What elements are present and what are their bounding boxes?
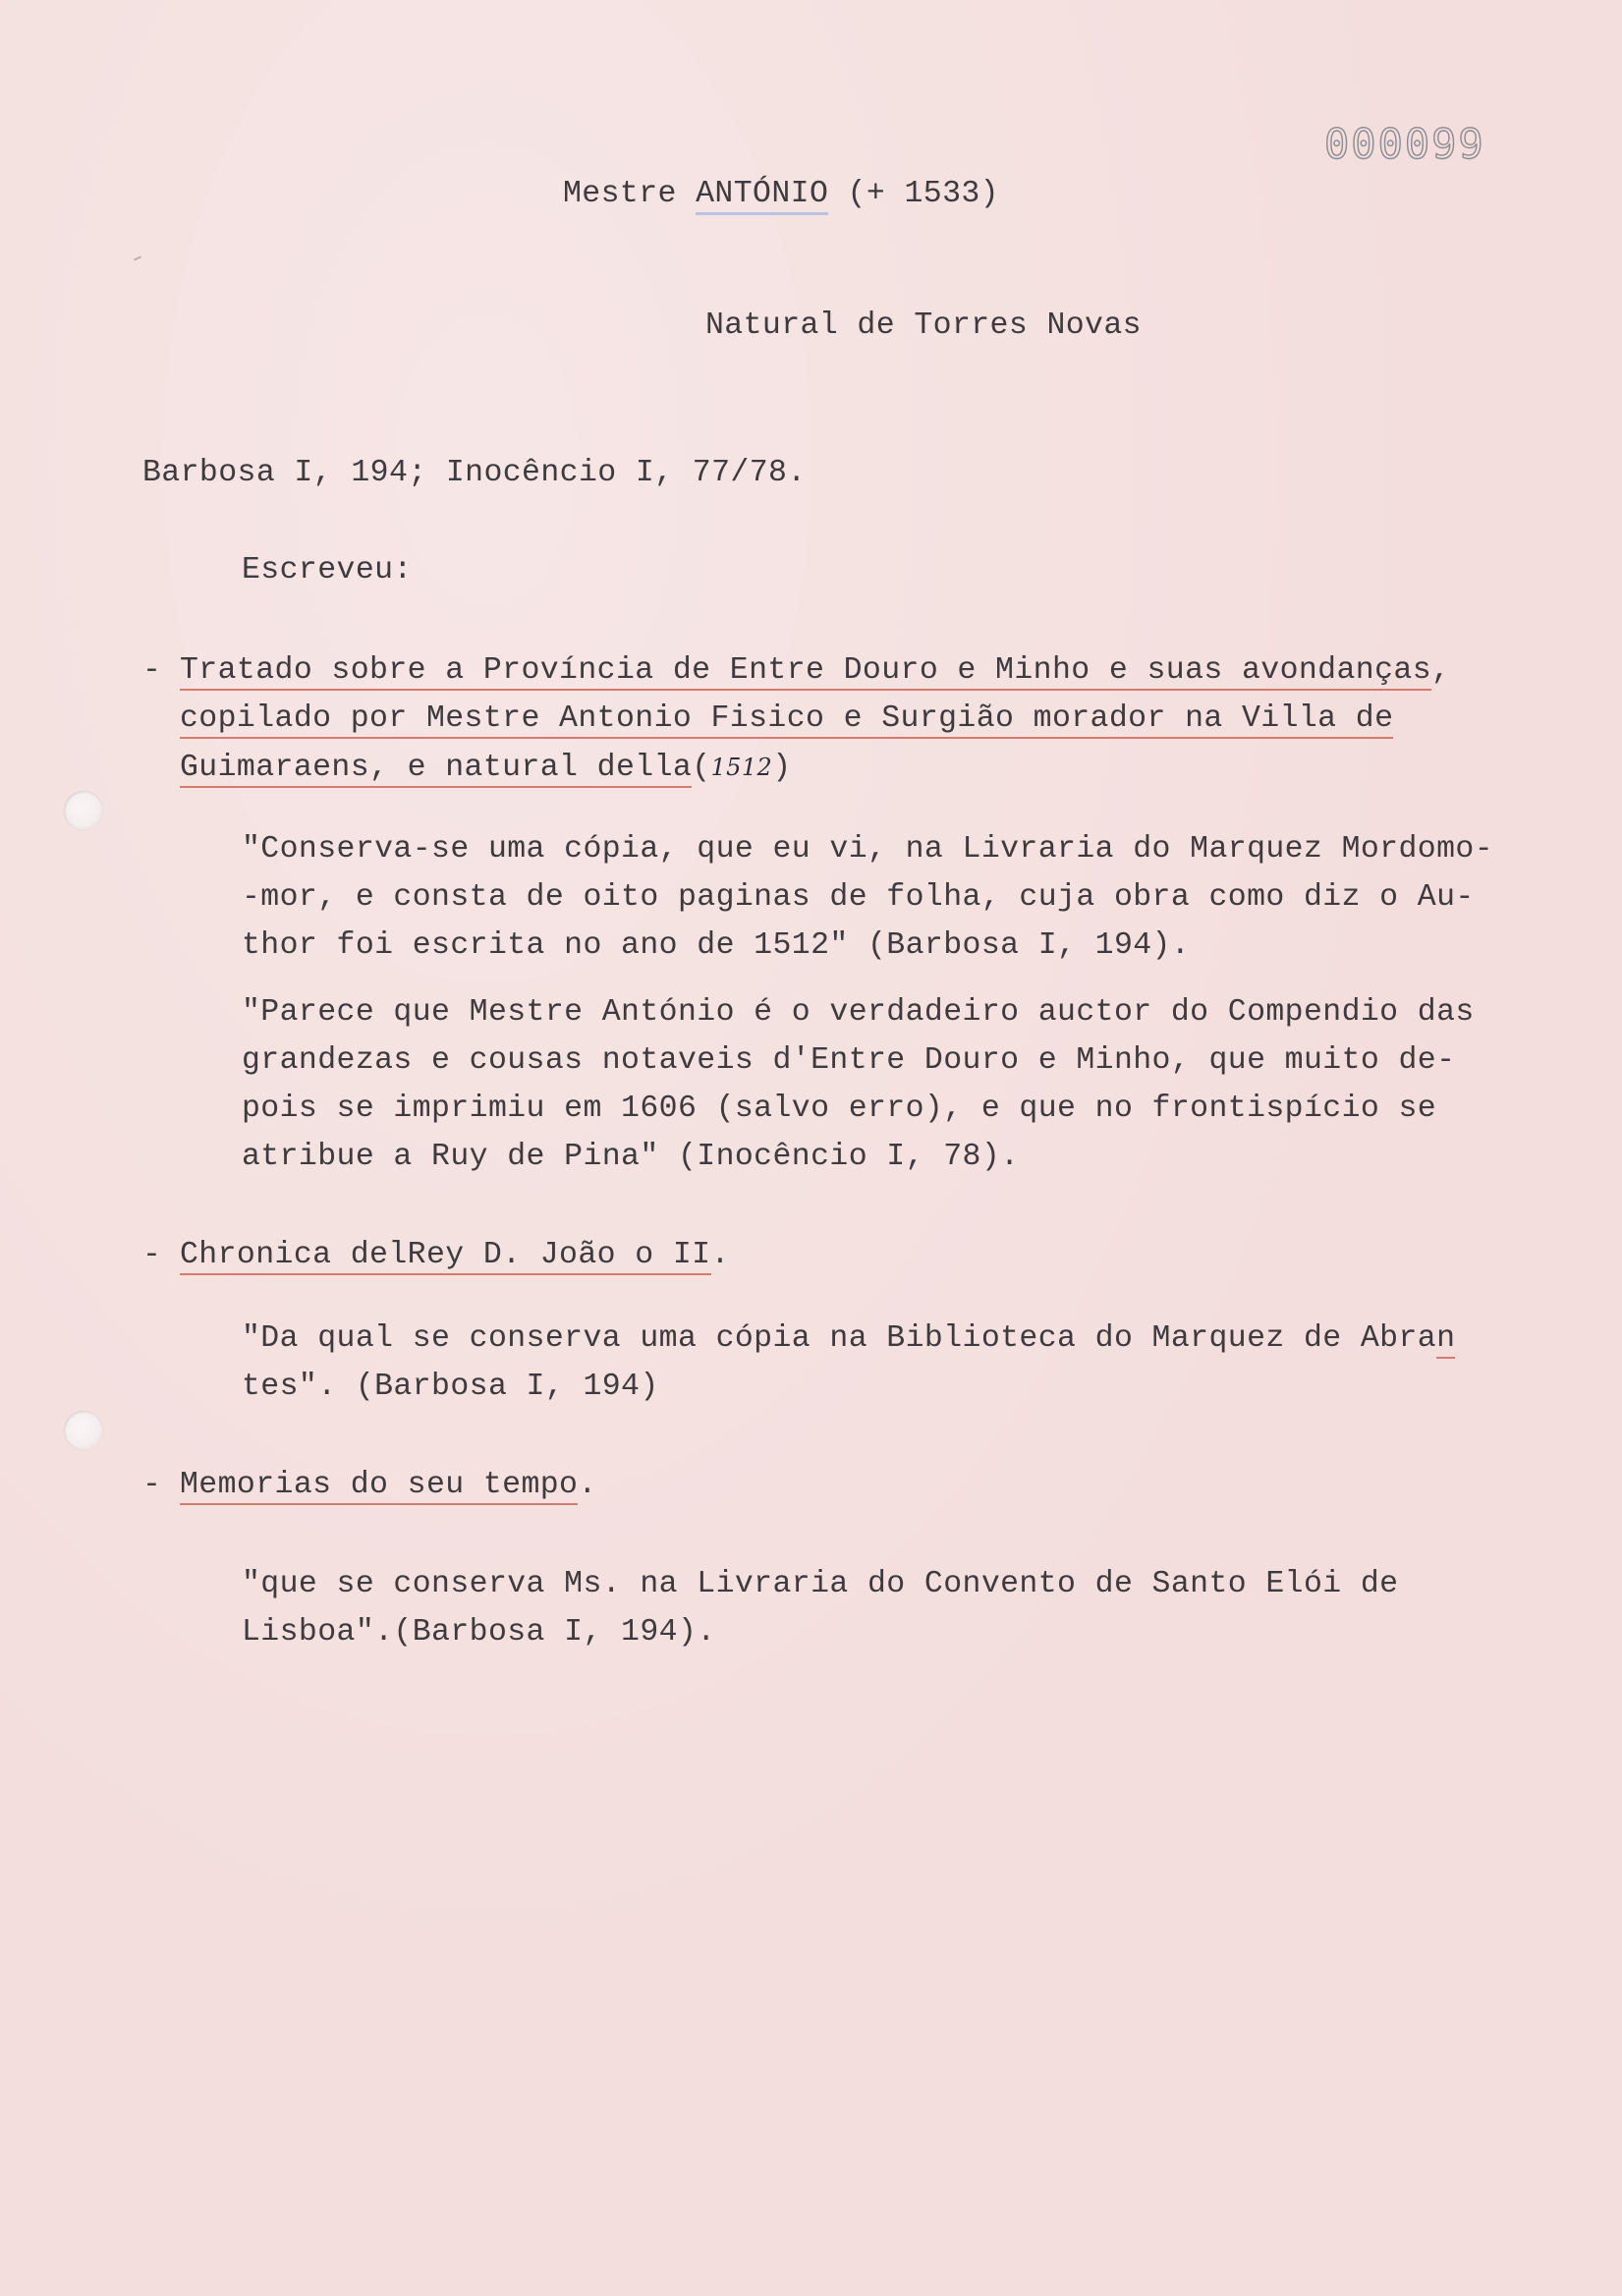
work1-quote2-line4: atribue a Ruy de Pina" (Inocêncio I, 78). — [242, 1140, 1020, 1174]
punch-hole-upper — [64, 791, 103, 830]
work3-quote-line2: Lisboa".(Barbosa I, 194). — [242, 1615, 716, 1650]
work1-title-text3: Guimaraens, e natural della — [180, 751, 692, 788]
title-prefix: Mestre — [563, 177, 697, 211]
work1-title-text2: copilado por Mestre Antonio Fisico e Surgião morador na Villa de — [180, 701, 1393, 739]
work1-quote2-line1: "Parece que Mestre António é o verdadeiro auctor do Compendio das — [242, 995, 1475, 1030]
work3-bullet: - — [142, 1468, 162, 1502]
document-title — [563, 175, 999, 214]
work2-title: Chronica delRey D. João o II — [180, 1238, 711, 1275]
escreveu-label: Escreveu: — [242, 553, 413, 588]
work1-title-line3 — [180, 748, 792, 788]
work1-quote1-line2: -mor, e consta de oito paginas de folha, cuja obra como diz o Au- — [242, 880, 1475, 915]
work2-quote-hyphen-letter: n — [1436, 1321, 1455, 1359]
work1-quote1-line3: thor foi escrita no ano de 1512" (Barbosa I, 194). — [242, 928, 1191, 963]
origin-line: Natural de Torres Novas — [705, 308, 1142, 343]
punch-hole-lower — [64, 1411, 103, 1450]
work2-title-end: . — [710, 1238, 730, 1272]
work1-quote2-line3: pois se imprimiu em 1606 (salvo erro), e que no frontispício se — [242, 1092, 1437, 1126]
title-name: ANTÓNIO — [696, 177, 828, 215]
work1-title-comma: , — [1431, 653, 1451, 688]
work1-title-line1 — [180, 651, 1450, 691]
references-line: Barbosa I, 194; Inocêncio I, 77/78. — [142, 456, 807, 490]
title-suffix: (+ 1533) — [828, 177, 999, 211]
work2-bullet: - — [142, 1238, 162, 1272]
work2-quote-line2: tes". (Barbosa I, 194) — [242, 1370, 659, 1404]
work2-title-line — [180, 1236, 730, 1275]
work3-title: Memorias do seu tempo — [180, 1468, 578, 1505]
work1-paren-open: ( — [692, 751, 711, 785]
work2-quote-text1: "Da qual se conserva uma cópia na Biblioteca do Marquez de Abra — [242, 1321, 1437, 1356]
work3-title-line — [180, 1466, 597, 1505]
work1-title-line2 — [180, 700, 1393, 739]
work2-quote-line1 — [242, 1319, 1455, 1359]
work1-handwritten-year: 1512 — [710, 754, 773, 781]
work3-title-end: . — [578, 1468, 597, 1502]
work1-paren-close: ) — [772, 751, 792, 785]
work1-quote1-line1: "Conserva-se uma cópia, que eu vi, na Livraria do Marquez Mordomo- — [242, 832, 1494, 867]
work1-quote2-line2: grandezas e cousas notaveis d'Entre Douro e Minho, que muito de- — [242, 1043, 1456, 1078]
work1-bullet: - — [142, 653, 162, 688]
paper-speck — [134, 255, 141, 260]
archive-stamp-number: 000099 — [1324, 120, 1485, 168]
work1-title-text1: Tratado sobre a Província de Entre Douro e Minho e suas avondanças — [180, 653, 1431, 691]
work3-quote-line1: "que se conserva Ms. na Livraria do Convento de Santo Elói de — [242, 1567, 1399, 1601]
